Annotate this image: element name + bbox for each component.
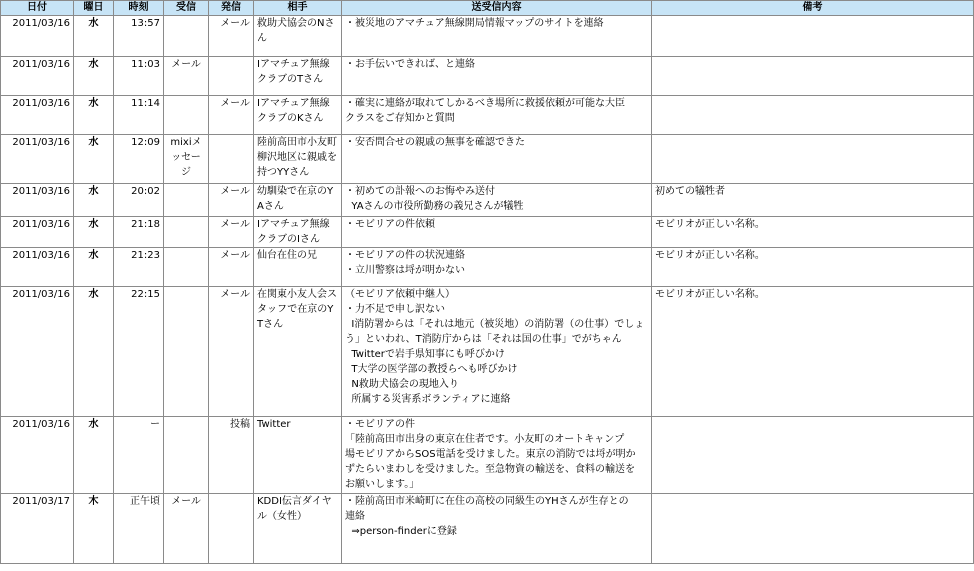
header-content: 送受信内容 [342, 1, 652, 16]
content-line: う」といわれ、T消防庁からは「それは国の仕事」でがちゃん [345, 334, 622, 345]
cell-sent [209, 57, 254, 96]
log-body [1, 16, 974, 564]
content-line: 場モビリアからSOS電話を受けました。東京の消防では埒が明か [345, 449, 636, 460]
table-row [1, 287, 974, 417]
cell-date: 2011/03/16 [1, 16, 74, 57]
cell-day: 水 [74, 417, 114, 494]
content-line: ・モビリアの件の状況連絡 [345, 250, 465, 261]
cell-sent: メール [209, 16, 254, 57]
content-line: ・お手伝いできれば、と連絡 [345, 59, 475, 70]
cell-day: 水 [74, 184, 114, 217]
table-row [1, 217, 974, 248]
cell-received [164, 217, 209, 248]
cell-content [342, 494, 652, 564]
cell-date: 2011/03/16 [1, 96, 74, 135]
cell-date: 2011/03/16 [1, 57, 74, 96]
content-line: 連絡 [345, 511, 365, 522]
header-received: 受信 [164, 1, 209, 16]
cell-day: 水 [74, 135, 114, 184]
cell-content [342, 417, 652, 494]
cell-date: 2011/03/16 [1, 248, 74, 287]
content-line: ずたらいまわしを受けました。至急物資の輸送を、食料の輸送を [345, 464, 635, 475]
cell-date: 2011/03/17 [1, 494, 74, 564]
cell-sent: メール [209, 96, 254, 135]
table-row [1, 135, 974, 184]
cell-date: 2011/03/16 [1, 287, 74, 417]
cell-partner: Iアマチュア無線クラブのTさん [254, 57, 342, 96]
cell-note [652, 16, 974, 57]
cell-received: メール [164, 57, 209, 96]
cell-day: 木 [74, 494, 114, 564]
content-line: 「陸前高田市出身の東京在住者です。小友町のオートキャンプ [345, 434, 625, 445]
cell-time: 21:23 [114, 248, 164, 287]
cell-partner: Iアマチュア無線クラブのIさん [254, 217, 342, 248]
content-line: ・安否問合せの親戚の無事を確認できた [345, 137, 525, 148]
content-line: ・陸前高田市米崎町に在住の高校の同級生のYHさんが生存との [345, 496, 629, 507]
cell-time: 13:57 [114, 16, 164, 57]
content-line: Twitterで岩手県知事にも呼びかけ [345, 349, 505, 360]
content-line: ⇒person-finderに登録 [345, 526, 457, 537]
table-row [1, 248, 974, 287]
cell-content [342, 184, 652, 217]
cell-note [652, 417, 974, 494]
table-row [1, 494, 974, 564]
content-line: YAさんの市役所勤務の義兄さんが犠牲 [345, 201, 524, 212]
cell-partner: KDDI伝言ダイヤル（女性） [254, 494, 342, 564]
cell-received: メール [164, 494, 209, 564]
content-line: T大学の医学部の教授らへも呼びかけ [345, 364, 518, 375]
table-row [1, 16, 974, 57]
table-row [1, 184, 974, 217]
cell-time: ー [114, 417, 164, 494]
header-day: 曜日 [74, 1, 114, 16]
cell-content [342, 135, 652, 184]
cell-day: 水 [74, 96, 114, 135]
header-time: 時刻 [114, 1, 164, 16]
cell-date: 2011/03/16 [1, 217, 74, 248]
cell-received [164, 417, 209, 494]
cell-day: 水 [74, 16, 114, 57]
cell-time: 11:03 [114, 57, 164, 96]
cell-sent: メール [209, 184, 254, 217]
cell-received [164, 287, 209, 417]
content-line: ・立川警察は埒が明かない [345, 265, 465, 276]
cell-date: 2011/03/16 [1, 184, 74, 217]
cell-content [342, 57, 652, 96]
cell-received [164, 16, 209, 57]
cell-content [342, 16, 652, 57]
cell-sent [209, 135, 254, 184]
content-line: ・初めての訃報へのお悔やみ送付 [345, 186, 495, 197]
content-line: ・被災地のアマチュア無線開局情報マップのサイトを連絡 [345, 18, 604, 29]
cell-partner: 在関東小友人会スタッフで在京のYTさん [254, 287, 342, 417]
cell-sent: メール [209, 248, 254, 287]
cell-sent [209, 494, 254, 564]
cell-partner: 陸前高田市小友町柳沢地区に親戚を持つYYさん [254, 135, 342, 184]
cell-time: 22:15 [114, 287, 164, 417]
content-line: N救助犬協会の現地入り [345, 379, 459, 390]
content-line: （モビリア依頼中継人） [345, 289, 455, 300]
cell-received [164, 248, 209, 287]
cell-received [164, 96, 209, 135]
content-line: ・モビリアの件依頼 [345, 219, 435, 230]
cell-note [652, 57, 974, 96]
cell-content [342, 248, 652, 287]
cell-received: mixiメッセージ [164, 135, 209, 184]
cell-time: 12:09 [114, 135, 164, 184]
cell-sent: 投稿 [209, 417, 254, 494]
header-note: 備考 [652, 1, 974, 16]
cell-received [164, 184, 209, 217]
cell-content [342, 96, 652, 135]
content-line: ・モビリアの件 [345, 419, 415, 430]
content-line: お願いします。」 [345, 479, 420, 490]
table-row [1, 417, 974, 494]
cell-date: 2011/03/16 [1, 135, 74, 184]
cell-time: 正午頃 [114, 494, 164, 564]
cell-partner: 仙台在住の兄 [254, 248, 342, 287]
cell-note [652, 96, 974, 135]
cell-day: 水 [74, 57, 114, 96]
header-sent: 発信 [209, 1, 254, 16]
cell-sent: メール [209, 217, 254, 248]
cell-day: 水 [74, 217, 114, 248]
table-row [1, 96, 974, 135]
cell-date: 2011/03/16 [1, 417, 74, 494]
header-partner: 相手 [254, 1, 342, 16]
cell-time: 21:18 [114, 217, 164, 248]
cell-content [342, 217, 652, 248]
table-row [1, 57, 974, 96]
cell-sent: メール [209, 287, 254, 417]
content-line: 所属する災害系ボランティアに連絡 [345, 394, 511, 405]
cell-time: 20:02 [114, 184, 164, 217]
content-line: I消防署からは「それは地元（被災地）の消防署（の仕事）でしょ [345, 319, 645, 330]
content-line: ・確実に連絡が取れてしかるべき場所に救援依頼が可能な大臣 [345, 98, 625, 109]
cell-content [342, 287, 652, 417]
cell-note [652, 494, 974, 564]
cell-note: モビリオが正しい名称。 [652, 248, 974, 287]
cell-day: 水 [74, 287, 114, 417]
cell-note [652, 135, 974, 184]
cell-note: モビリオが正しい名称。 [652, 217, 974, 248]
header-date: 日付 [1, 1, 74, 16]
cell-note: 初めての犠牲者 [652, 184, 974, 217]
cell-partner: 幼馴染で在京のYAさん [254, 184, 342, 217]
header-row [1, 1, 974, 16]
content-line: クラスをご存知かと質問 [345, 113, 455, 124]
cell-partner: Iアマチュア無線クラブのKさん [254, 96, 342, 135]
cell-time: 11:14 [114, 96, 164, 135]
cell-day: 水 [74, 248, 114, 287]
content-line: ・力不足で申し訳ない [345, 304, 445, 315]
cell-partner: Twitter [254, 417, 342, 494]
cell-partner: 救助犬協会のNさん [254, 16, 342, 57]
cell-note: モビリオが正しい名称。 [652, 287, 974, 417]
